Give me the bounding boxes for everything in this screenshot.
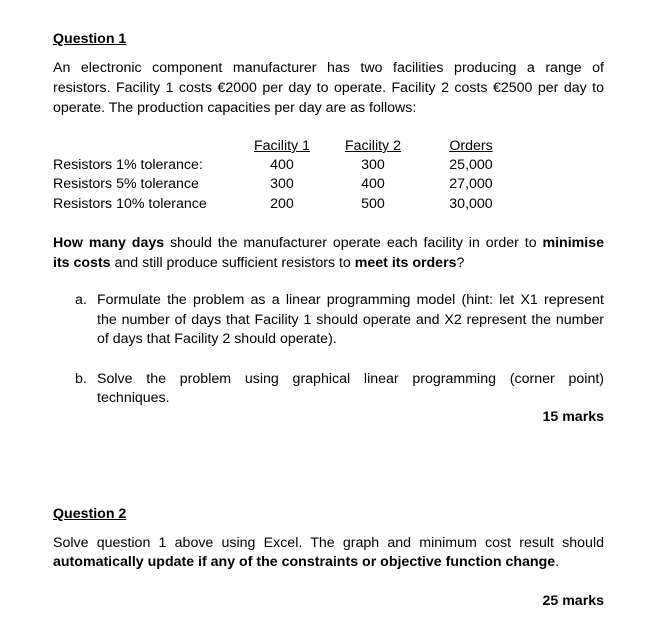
sub-question-a-line-1: Formulate the problem as a linear programming model (hint: let X1 represent — [97, 292, 604, 308]
question-2-line-2 — [53, 552, 559, 572]
prompt-text: and still produce sufficient resistors to — [110, 255, 355, 271]
intro-line-3: operate. The production capacities per day are as follows: — [53, 100, 417, 116]
table-cell: 300 — [270, 176, 294, 192]
question-1-marks: 15 marks — [542, 409, 604, 425]
table-row-label: Resistors 5% tolerance — [53, 176, 199, 192]
table-cell: 400 — [361, 176, 385, 192]
question-2-heading: Question 2 — [53, 506, 127, 522]
table-cell: 300 — [361, 157, 385, 173]
question-2-line-1: Solve question 1 above using Excel. The graph and minimum cost result should — [53, 535, 604, 551]
sub-question-b-line-1: Solve the problem using graphical linear programming (corner point) — [97, 371, 604, 387]
table-cell: 400 — [270, 157, 294, 173]
prompt-bold-minimise: minimise — [542, 235, 604, 251]
question-2-line-end: . — [555, 554, 560, 570]
table-cell: 30,000 — [449, 196, 493, 212]
prompt-text: ? — [456, 255, 465, 271]
prompt-bold-how-many-days: How many days — [53, 235, 165, 251]
table-cell: 27,000 — [449, 176, 493, 192]
intro-line-1: An electronic component manufacturer has two facilities producing a range of — [53, 60, 604, 76]
table-header-facility-2: Facility 2 — [345, 138, 401, 154]
sub-question-a-marker: a. — [75, 292, 87, 308]
question-prompt-line-2 — [53, 253, 464, 273]
table-cell: 500 — [361, 196, 385, 212]
prompt-text: should the manufacturer operate each facility in order to — [164, 235, 543, 251]
sub-question-a-line-2: the number of days that Facility 1 should operate and X2 represent the number — [97, 312, 604, 328]
sub-question-b-line-2: techniques. — [97, 390, 170, 406]
table-row-label: Resistors 1% tolerance: — [53, 157, 203, 173]
table-cell: 25,000 — [449, 157, 493, 173]
question-2-bold-text: automatically update if any of the constraints or objective function change — [53, 554, 556, 570]
prompt-bold-meet-orders: meet its orders — [354, 255, 457, 271]
prompt-bold-its-costs: its costs — [53, 255, 111, 271]
table-header-orders: Orders — [449, 138, 493, 154]
sub-question-a-line-3: of days that Facility 2 should operate). — [97, 331, 337, 347]
intro-line-2: resistors. Facility 1 costs €2000 per day to operate. Facility 2 costs €2500 per day to — [53, 80, 604, 96]
table-header-facility-1: Facility 1 — [254, 138, 310, 154]
question-prompt-line-1 — [53, 233, 604, 253]
table-cell: 200 — [270, 196, 294, 212]
sub-question-b-marker: b. — [75, 371, 87, 387]
table-row-label: Resistors 10% tolerance — [53, 196, 207, 212]
question-2-marks: 25 marks — [542, 593, 604, 609]
question-1-heading: Question 1 — [53, 31, 127, 47]
